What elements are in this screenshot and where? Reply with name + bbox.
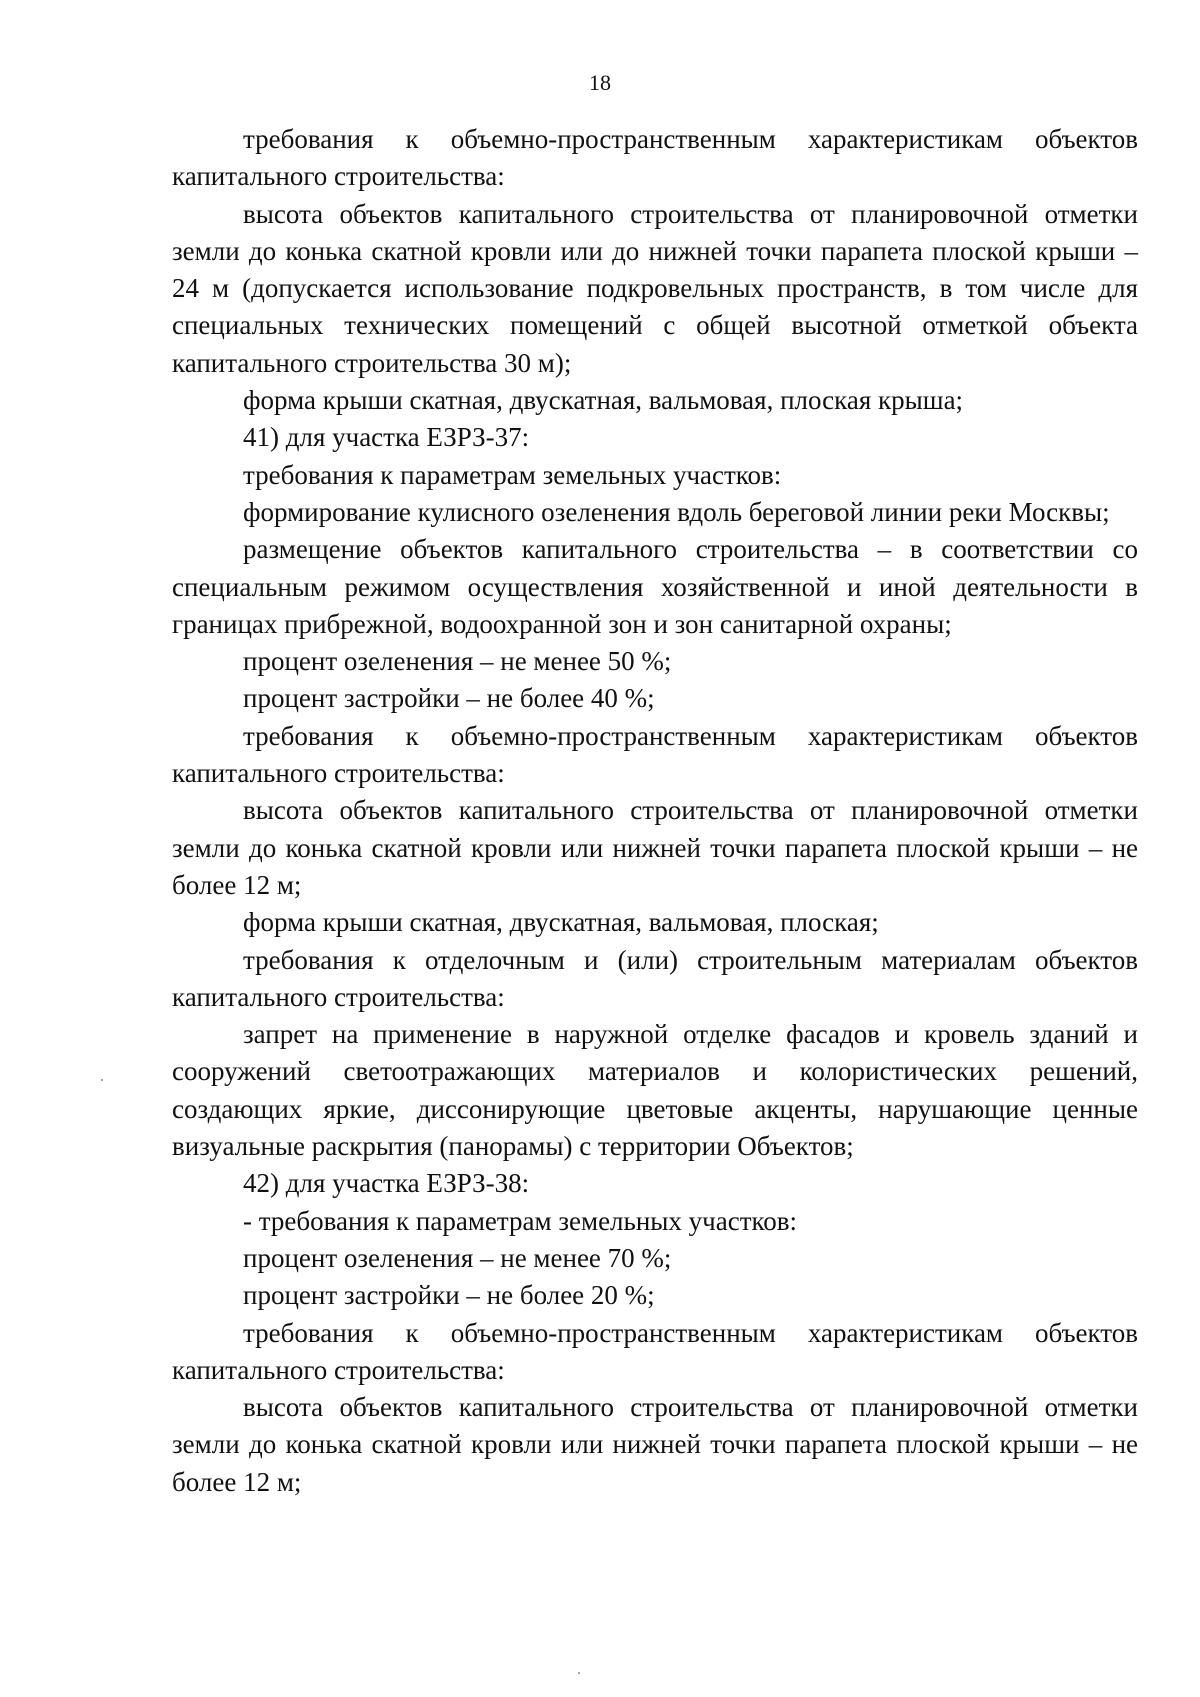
paragraph-volume-requirements-2: требования к объемно-пространственным характеристикам объектов капитального строительства: bbox=[172, 720, 1138, 789]
paragraph-volume-requirements-3: требования к объемно-пространственным характеристикам объектов капитального строительства: bbox=[172, 1317, 1138, 1385]
paragraph-materials-requirements: требования к отделочным и (или) строительным материалам объектов капитального строительства: bbox=[172, 944, 1138, 1012]
paragraph-height-12m-2: высота объектов капитального строительства от планировочной отметки земли до конька скатной кровли или нижней точки парапета плоской крыши – не более 12 м; bbox=[172, 1392, 1138, 1497]
paragraph-building-40: процент застройки – не более 40 %; bbox=[243, 683, 655, 714]
paragraph-placement-regime: размещение объектов капитального строительства – в соответствии со специальным режимом осуществления хозяйственной и иной деятельности в границах прибрежной, водоохранной зон и зон санитарной охраны; bbox=[172, 534, 1138, 639]
paragraph-section-41: 41) для участка ЕЗРЗ-37: bbox=[243, 422, 530, 453]
paragraph-green-50: процент озеленения – не менее 50 %; bbox=[243, 646, 672, 677]
scan-speck bbox=[578, 1672, 580, 1674]
paragraph-roof-form-1: форма крыши скатная, двускатная, вальмовая, плоская крыша; bbox=[243, 385, 964, 416]
paragraph-volume-requirements-1: требования к объемно-пространственным характеристикам объектов капитального строительства: bbox=[172, 124, 1138, 192]
paragraph-land-params-1: требования к параметрам земельных участков: bbox=[243, 459, 782, 490]
document-body bbox=[172, 121, 1138, 1501]
paragraph-land-params-2: - требования к параметрам земельных участков: bbox=[243, 1205, 798, 1236]
paragraph-green-70: процент озеленения – не менее 70 %; bbox=[243, 1242, 672, 1273]
paragraph-building-20: процент застройки – не более 20 %; bbox=[243, 1280, 655, 1311]
paragraph-height-24m: высота объектов капитального строительства от планировочной отметки земли до конька скатной кровли или до нижней точки парапета плоской крыши – 24 м (допускается использование подкровельных пространств, в том числе для специальных технических помещений с общей высотной отметкой объекта капитального строительства 30 м); bbox=[172, 198, 1138, 378]
paragraph-facade-ban: запрет на применение в наружной отделке фасадов и кровель зданий и сооружений светоотражающих материалов и колористических решений, создающих яркие, диссонирующие цветовые акценты, нарушающие ценные визуальные раскрытия (панорамы) с территории Объектов; bbox=[172, 1019, 1138, 1162]
scan-speck bbox=[101, 1079, 103, 1081]
paragraph-roof-form-2: форма крыши скатная, двускатная, вальмовая, плоская; bbox=[243, 907, 879, 938]
page-number: 18 bbox=[589, 70, 611, 95]
paragraph-height-12m-1: высота объектов капитального строительства от планировочной отметки земли до конька скатной кровли или нижней точки парапета плоской крыши – не более 12 м; bbox=[172, 795, 1138, 900]
paragraph-landscaping-river: формирование кулисного озеленения вдоль береговой линии реки Москвы; bbox=[243, 496, 1110, 527]
paragraph-section-42: 42) для участка ЕЗРЗ-38: bbox=[243, 1168, 530, 1199]
